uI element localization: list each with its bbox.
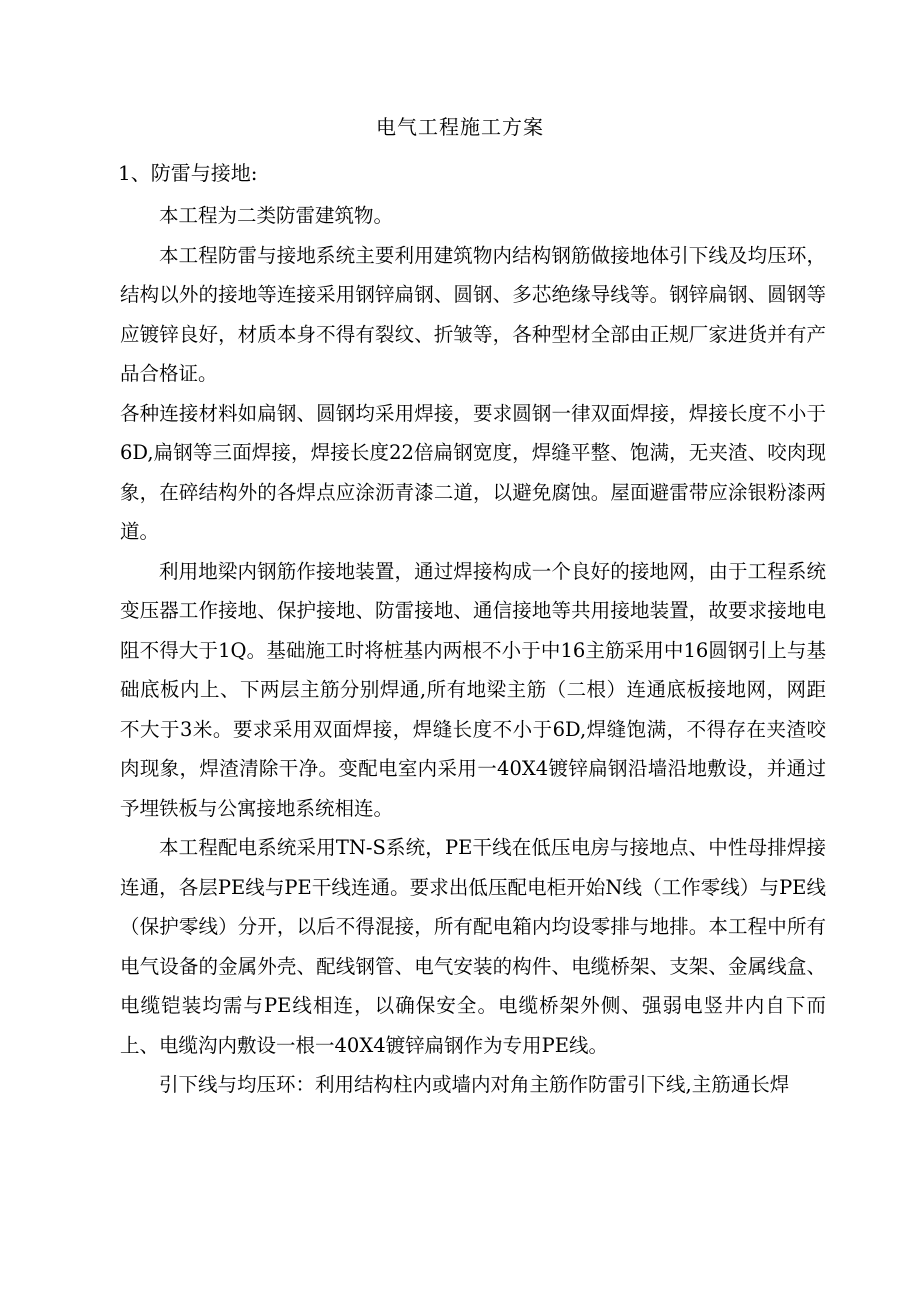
document-body [120,196,826,1105]
paragraph: 引下线与均压环：利用结构柱内或墙内对角主筋作防雷引下线,主筋通长焊 [159,1073,790,1096]
paragraph: 利用地梁内钢筋作接地装置，通过焊接构成一个良好的接地网，由于工程系统变压器工作接地、保护接地、防雷接地、通信接地等共用接地装置，故要求接地电阻不得大于1Q。基础施工时将桩基内两根不小于中16主筋采用中16圆钢引上与基础底板内上、下两层主筋分别焊通,所有地梁主筋（二根）连通底板接地网，网距不大于3米。要求采用双面焊接，焊缝长度不小于6D,焊缝饱满，不得存在夹渣咬肉现象，焊渣清除干净。变配电室内采用一40X4镀锌扁钢沿墙沿地敷设，并通过予埋铁板与公寓接地系统相连。 [120,559,826,820]
section-heading: 1、防雷与接地: [118,161,258,185]
paragraph: 各种连接材料如扁钢、圆钢均采用焊接，要求圆钢一律双面焊接，焊接长度不小于6D,扁钢等三面焊接，焊接长度22倍扁钢宽度，焊缝平整、饱满，无夹渣、咬肉现象，在碎结构外的各焊点应涂沥青漆二道，以避免腐蚀。屋面避雷带应涂银粉漆两道。 [120,401,826,543]
document-title: 电气工程施工方案 [376,115,544,139]
paragraph: 本工程防雷与接地系统主要利用建筑物内结构钢筋做接地体引下线及均压环，结构以外的接地等连接采用钢锌扁钢、圆钢、多芯绝缘导线等。钢锌扁钢、圆钢等应镀锌良好，材质本身不得有裂纹、折皱等，各种型材全部由正规厂家进货并有产品合格证。 [120,243,826,385]
paragraph: 本工程配电系统采用TN-S系统，PE干线在低压电房与接地点、中性母排焊接连通，各层PE线与PE干线连通。要求出低压配电柜开始N线（工作零线）与PE线（保护零线）分开，以后不得混接，所有配电箱内均设零排与地排。本工程中所有电气设备的金属外壳、配线钢管、电气安装的构件、电缆桥架、支架、金属线盒、电缆铠装均需与PE线相连，以确保安全。电缆桥架外侧、强弱电竖井内自下而上、电缆沟内敷设一根一40X4镀锌扁钢作为专用PE线。 [120,836,826,1057]
paragraph: 本工程为二类防雷建筑物。 [159,204,394,227]
